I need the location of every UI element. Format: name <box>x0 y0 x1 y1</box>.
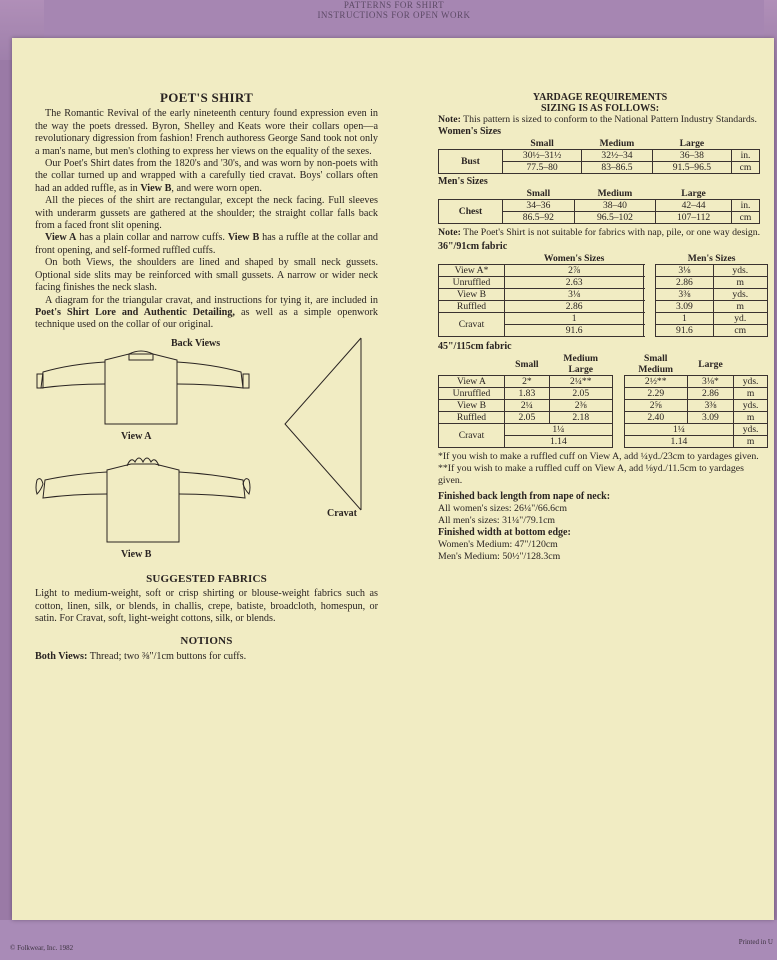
view-a-label: View A <box>121 430 152 442</box>
width-women: Women's Medium: 47"/120cm <box>438 539 558 550</box>
back-length-title: Finished back length from nape of neck: <box>438 491 611 502</box>
womens-sizes-label: Women's Sizes <box>438 126 502 137</box>
mens-sizes-label: Men's Sizes <box>438 176 488 187</box>
nap-note: Note: The Poet's Shirt is not suitable for fabrics with nap, pile, or one way design. <box>438 227 761 238</box>
fabrics-title: SUGGESTED FABRICS <box>146 572 267 585</box>
gussets-paragraph: On both Views, the shoulders are lined and shaped by small neck gussets. Optional side slits may be reinforced with small gussets. A narrow or wider neck facing finishes the neck slash. <box>35 257 378 294</box>
shirt-drawings <box>35 334 378 569</box>
back-views-label: Back Views <box>171 337 221 349</box>
sizing-note: Note: This pattern is sized to conform to the National Pattern Industry Standards. <box>438 114 757 125</box>
printed-in: Printed in U <box>738 938 773 946</box>
header-line1: PATTERNS FOR SHIRT <box>343 0 445 10</box>
cravat-label: Cravat <box>327 507 357 519</box>
left-column <box>35 92 378 663</box>
header-text <box>244 0 544 20</box>
pieces-paragraph: All the pieces of the shirt are rectangular, except the neck facing. Full sleeves with underarm gussets are gathered at the shoulder; the straight collar falls back from a faced front slit opening. <box>35 195 378 232</box>
notions-text: Both Views: Thread; two ⅜"/1cm buttons for cuffs. <box>35 650 247 662</box>
copyright: © Folkwear, Inc. 1982 <box>10 944 74 952</box>
mens-size-table: Small Medium Large Chest 34–36 38–40 42–44 in. 86.5–92 96.5–102 107–112 cm <box>438 188 760 224</box>
cravat-paragraph: A diagram for the triangular cravat, and instructions for tying it, are included in Poet's Shirt Lore and Authentic Detailing, as well as a simple openwork technique used on the collar of our original. <box>35 294 378 331</box>
page-title: POET'S SHIRT <box>159 90 254 105</box>
history-paragraph: Our Poet's Shirt dates from the 1820's and '30's, and was worn by non-poets with the collar turned up and wrapped with a carefully tied cravat. Boys' collars often had an added ruffle, as in View B, and were worn open. <box>35 158 378 194</box>
footnote-2: **If you wish to make a ruffled cuff on View A, add ⅛yd./11.5cm to yardages given. <box>438 463 744 486</box>
views-paragraph: View A has a plain collar and narrow cuffs. View B has a ruffle at the collar and front opening, and self-formed ruffled cuffs. <box>35 232 379 256</box>
view-a-drawing <box>37 351 249 424</box>
intro-paragraph: The Romantic Revival of the early nineteenth century found expression even in the way the poets dressed. Byron, Shelley and Keats wore their collars open—a revolutionary digression from fashion! French authoress George Sand took not only a man's name, but men's clothing to express her views on the equality of the sexes. <box>35 108 378 157</box>
fabric-36-table: Women's Sizes Men's Sizes View A* 2⅞ 3⅛ yds. Unruffled 2.63 2.86 m View B 3⅛ 3⅜ yds. Ruffled 2.86 3.09 m Cravat 1 1 yd. 91.6 91.6 cm <box>438 253 768 337</box>
right-column <box>438 92 762 563</box>
shirt-illustration <box>35 334 378 569</box>
view-b-label: View B <box>121 548 152 560</box>
fabrics-text: Light to medium-weight, soft or crisp shirting or blouse-weight fabrics such as cotton, linen, silk, or blends, in challis, crepe, batiste, broadcloth, homespun, or satin. For Cravat, soft, light-weight cottons, silk, or blends. <box>35 588 378 624</box>
back-length-men: All men's sizes: 31¼"/79.1cm <box>438 515 556 526</box>
fabric-45-table: Small Medium Large Small Medium Large View A 2* 2¼** 2½** 3⅛* yds. Unruffled 1.83 2.05 2.29 2.86 m View B 2¼ 2⅜ 2⅝ 3⅜ yds. Ruffled 2.05 2.18 2.40 3.09 m Cravat 1¼ 1¼ yds. 1.14 1.14 m <box>438 353 768 448</box>
width-title: Finished width at bottom edge: <box>438 527 571 538</box>
fabric-36-label: 36"/91cm fabric <box>438 241 508 252</box>
yardage-title: YARDAGE REQUIREMENTS SIZING IS AS FOLLOWS: <box>532 92 668 114</box>
view-b-drawing <box>36 458 250 542</box>
back-length-women: All women's sizes: 26¼"/66.6cm <box>438 503 568 514</box>
width-men: Men's Medium: 50½"/128.3cm <box>438 551 561 562</box>
cravat-drawing <box>285 338 361 510</box>
footnote-1: *If you wish to make a ruffled cuff on View A, add ¼yd./23cm to yardages given. <box>438 451 759 462</box>
bottom-strip <box>0 920 777 960</box>
header-line2: INSTRUCTIONS FOR OPEN WORK <box>317 10 471 20</box>
womens-size-table: Small Medium Large Bust 30½–31½ 32½–34 36–38 in. 77.5–80 83–86.5 91.5–96.5 cm <box>438 138 760 174</box>
fabric-45-label: 45"/115cm fabric <box>438 341 512 352</box>
notions-title: NOTIONS <box>180 635 233 648</box>
